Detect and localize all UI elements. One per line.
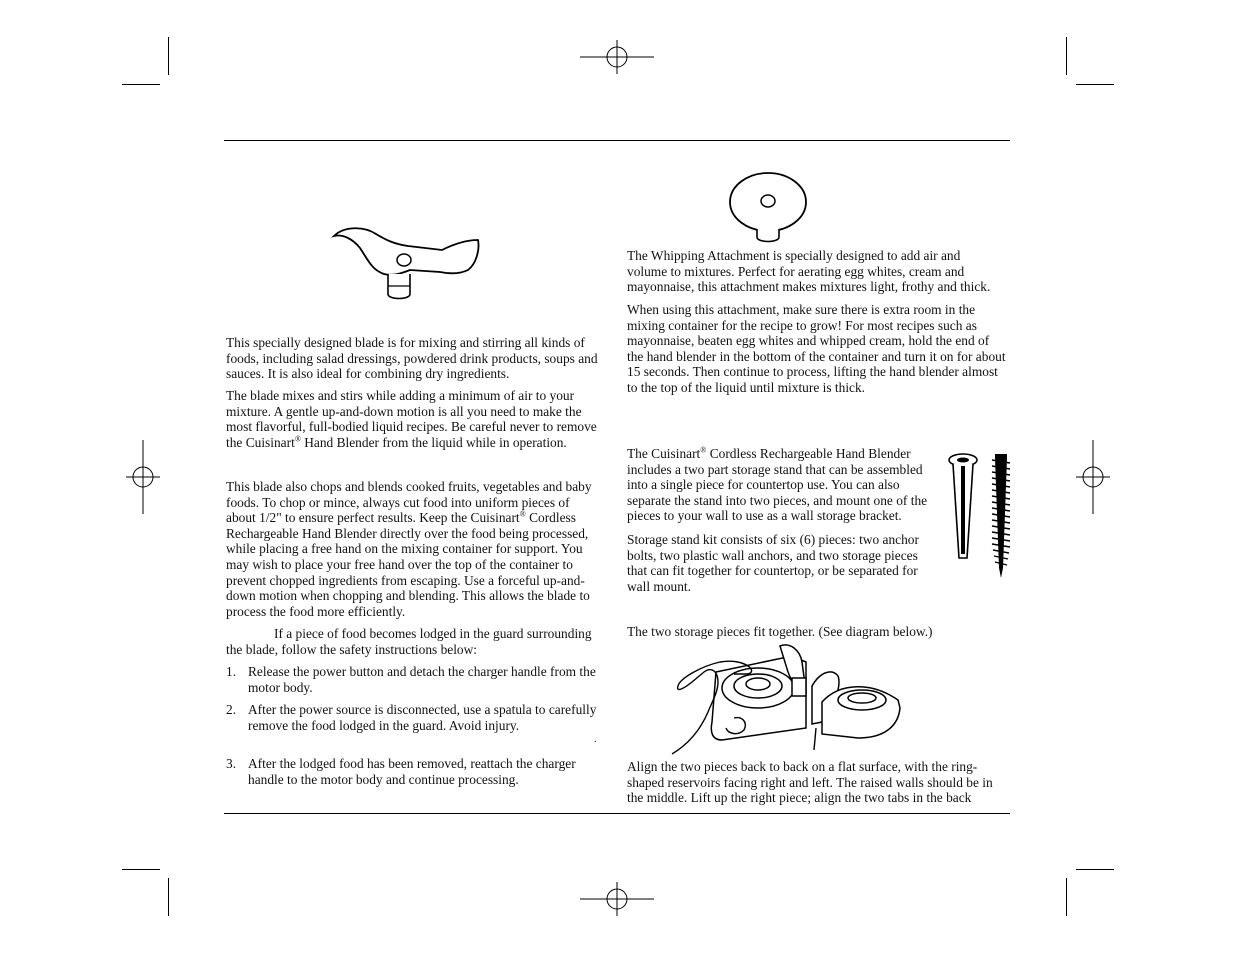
storage-stand-text-b: Cordless Rechargeable Hand Blender includes a two part storage stand that can be assembled into a single piece for countertop use. You can also separate the stand into two pieces, and mount one of the pieces to your wall to use as a wall storage bracket. <box>627 446 928 524</box>
stray-dot: . <box>594 734 597 745</box>
registration-mark-top-icon <box>580 40 654 74</box>
storage-stand-text-a: The Cuisinart <box>627 446 701 461</box>
blade-mixing-paragraph <box>226 388 600 450</box>
safety-step-number: 1. <box>226 664 237 679</box>
registered-mark: ® <box>519 509 526 519</box>
safety-step-text: After the power source is disconnected, use a spatula to carefully remove the food lodged in the guard. Avoid injury. <box>248 702 597 733</box>
bottom-rule <box>224 813 1010 814</box>
safety-step-text: Release the power button and detach the charger handle from the motor body. <box>248 664 596 695</box>
lodged-food-warning <box>226 626 600 657</box>
top-rule <box>224 140 1010 141</box>
storage-stand-paragraph <box>627 446 939 524</box>
safety-step-number: 3. <box>226 756 237 771</box>
storage-pieces-paragraph: The two storage pieces fit together. (See diagram below.) <box>627 624 933 639</box>
blade-chopping-text-a: This blade also chops and blends cooked fruits, vegetables and baby foods. To chop or mince, always cut food into uniform pieces of about 1/2" to ensure perfect results. Keep the Cuisinart <box>226 479 592 526</box>
registered-mark: ® <box>700 445 707 455</box>
blade-chopping-paragraph <box>226 479 596 619</box>
registration-mark-bottom-icon <box>580 882 654 916</box>
registration-mark-right-icon <box>1076 440 1110 514</box>
blade-mixing-text-b: Hand Blender from the liquid while in operation. <box>300 434 567 450</box>
whipping-disc-icon <box>728 170 808 244</box>
storage-stand-icon <box>672 642 908 758</box>
safety-step-1 <box>226 664 604 696</box>
safety-step-3 <box>226 756 604 788</box>
safety-step-number: 2. <box>226 702 237 717</box>
whipping-usage-paragraph: When using this attachment, make sure there is extra room in the mixing container for the recipe to grow! For most recipes such as mayonnaise, beaten egg whites and whipped cream, hold the end of the hand blender in the bottom of the container and turn it on for about 15 seconds. Then continue to process, lifting the hand blender almost to the top of the liquid until mixture is thick. <box>627 302 1006 395</box>
storage-kit-paragraph: Storage stand kit consists of six (6) pieces: two anchor bolts, two plastic wall anchors, and two storage pieces that can fit together for countertop, or be separated for wall mount. <box>627 532 919 594</box>
lodged-food-warning-text: If a piece of food becomes lodged in the guard surrounding the blade, follow the safety instructions below: <box>226 626 592 657</box>
blade-description-paragraph: This specially designed blade is for mixing and stirring all kinds of foods, including salad dressings, powdered drink products, soups and sauces. It is also ideal for combining dry ingredients. <box>226 335 598 382</box>
blade-mixing-text-a: The blade mixes and stirs while adding a minimum of air to your mixture. A gentle up-and-down motion is all you need to make the most flavorful, full-bodied liquid recipes. Be careful never to remove the Cuisinart <box>226 388 597 450</box>
align-pieces-paragraph: Align the two pieces back to back on a flat surface, with the ring-shaped reservoirs facing right and left. The raised walls should be in the middle. Lift up the right piece; align the two tabs in the back <box>627 759 993 806</box>
registration-mark-left-icon <box>126 440 160 514</box>
safety-step-text: After the lodged food has been removed, reattach the charger handle to the motor body and continue processing. <box>248 756 576 787</box>
anchor-and-screw-icon <box>945 450 1015 582</box>
blade-chopping-text-b: Cordless Rechargeable Hand Blender directly over the food being processed, while placing a free hand on the mixing container for support. You may wish to place your free hand over the top of the container to prevent chopped ingredients from escaping. Use a forceful up-and-down motion when chopping and blending. This allows the blade to process the food more efficiently. <box>226 510 590 619</box>
safety-step-2 <box>226 702 604 734</box>
mixing-blade-icon <box>330 224 482 306</box>
registered-mark: ® <box>294 434 301 444</box>
whipping-description-paragraph: The Whipping Attachment is specially designed to add air and volume to mixtures. Perfect for aerating egg whites, cream and mayonnaise, this attachment makes mixtures light, frothy and thick. <box>627 248 991 295</box>
